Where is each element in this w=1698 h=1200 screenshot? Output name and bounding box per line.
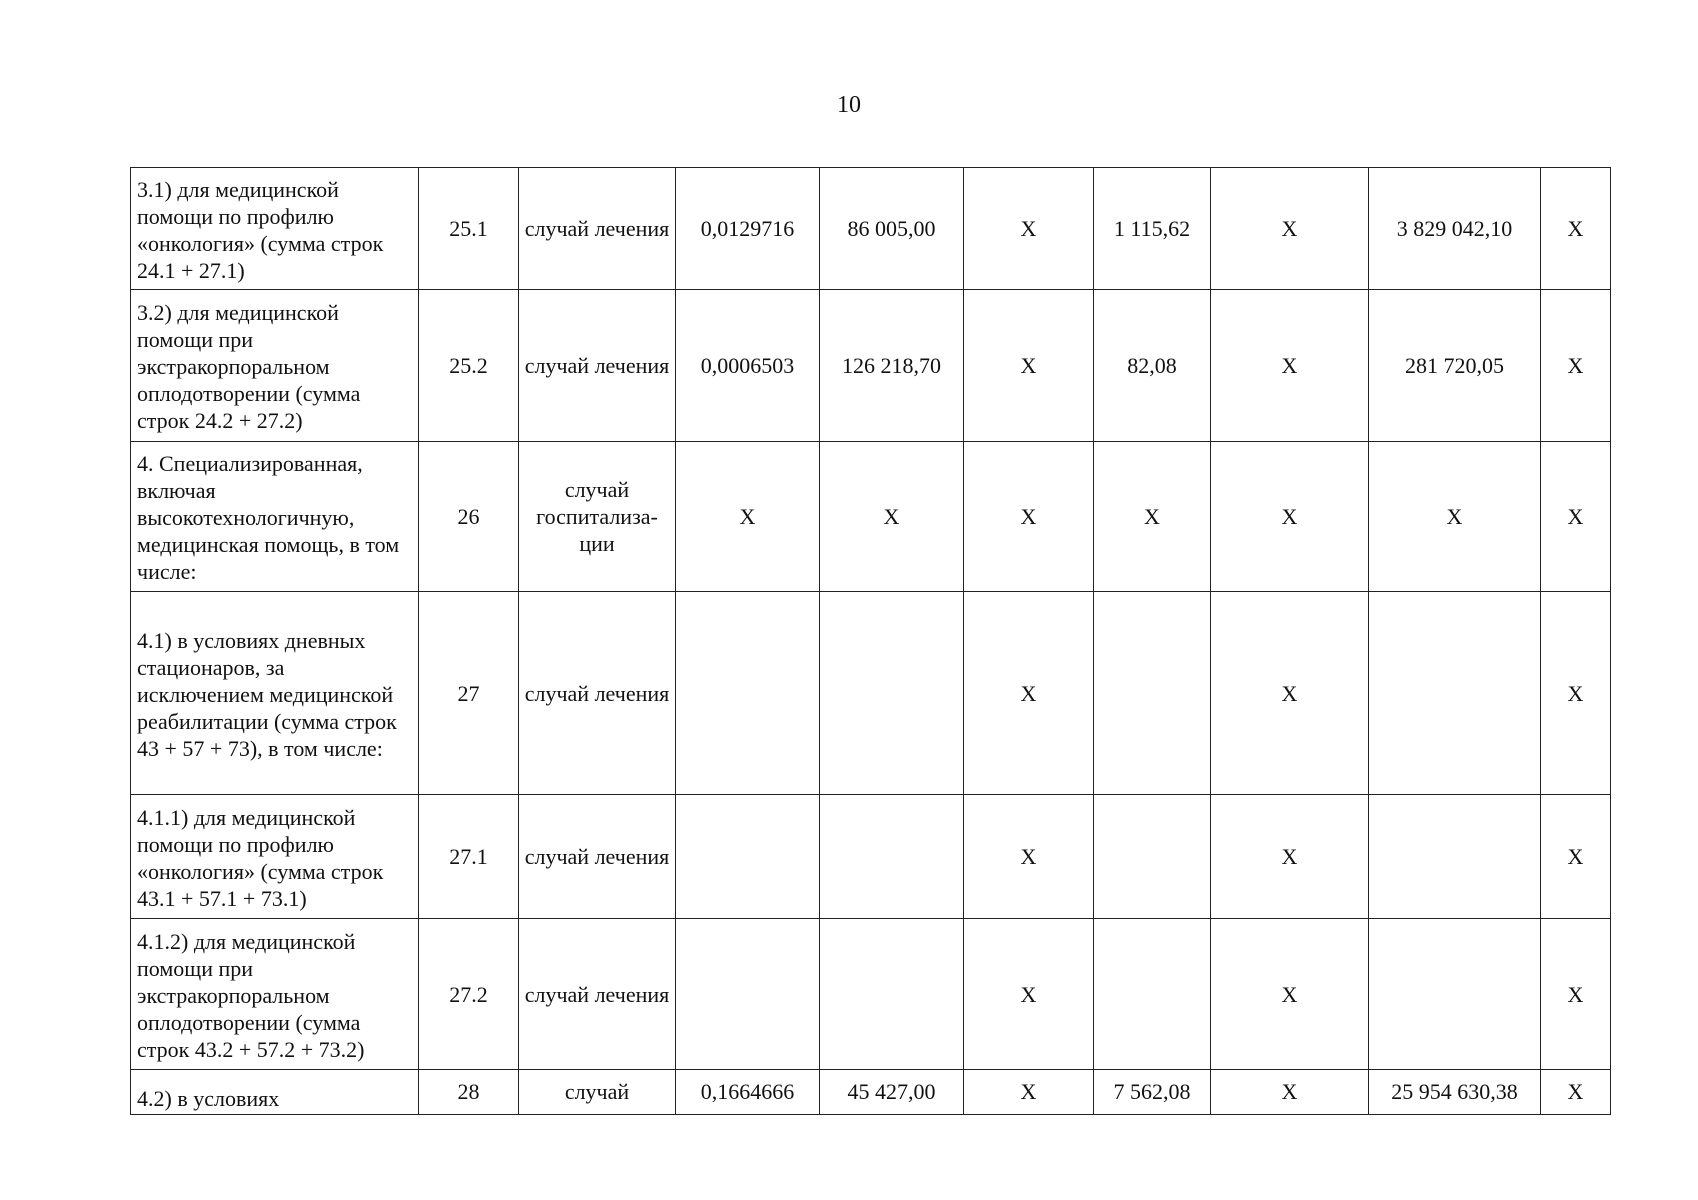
row-name-cell: 4.1.2) для медицинской помощи при экстракорпоральном оплодотворении (сумма строк 43.2 + 57.2 + 73.2) <box>131 919 419 1070</box>
row-value-cell <box>1094 919 1211 1070</box>
row-value-cell: X <box>676 442 820 592</box>
row-value-cell: X <box>1541 795 1611 919</box>
page-number: 10 <box>837 92 861 118</box>
row-value-cell: X <box>1211 592 1369 795</box>
row-code-cell: 26 <box>419 442 519 592</box>
row-unit-cell: случай лечения <box>519 592 676 795</box>
table-row <box>131 168 1611 290</box>
row-value-cell <box>676 919 820 1070</box>
row-value-cell: X <box>1094 442 1211 592</box>
row-value-cell: 281 720,05 <box>1369 290 1541 442</box>
row-value-cell <box>820 919 964 1070</box>
row-unit-cell: случай госпитализа- ции <box>519 442 676 592</box>
row-code-cell: 28 <box>419 1070 519 1115</box>
row-unit-cell: случай лечения <box>519 919 676 1070</box>
row-value-cell: X <box>1211 1070 1369 1115</box>
row-value-cell: X <box>1541 592 1611 795</box>
row-value-cell: 25 954 630,38 <box>1369 1070 1541 1115</box>
row-value-cell: X <box>964 442 1094 592</box>
row-value-cell: X <box>1211 919 1369 1070</box>
row-unit-cell: случай лечения <box>519 168 676 290</box>
row-code-cell: 27.2 <box>419 919 519 1070</box>
row-name-cell: 4.2) в условиях <box>131 1070 419 1115</box>
row-value-cell: 3 829 042,10 <box>1369 168 1541 290</box>
row-value-cell: 0,1664666 <box>676 1070 820 1115</box>
row-value-cell: X <box>1211 290 1369 442</box>
row-code-cell: 27 <box>419 592 519 795</box>
row-value-cell <box>1369 795 1541 919</box>
row-value-cell <box>1369 919 1541 1070</box>
row-name-cell: 4.1.1) для медицинской помощи по профилю «онкология» (сумма строк 43.1 + 57.1 + 73.1) <box>131 795 419 919</box>
table-row <box>131 592 1611 795</box>
row-name-cell: 3.1) для медицинской помощи по профилю «онкология» (сумма строк 24.1 + 27.1) <box>131 168 419 290</box>
table-row <box>131 290 1611 442</box>
row-value-cell <box>676 795 820 919</box>
row-value-cell <box>820 795 964 919</box>
row-value-cell: X <box>964 168 1094 290</box>
financing-table <box>130 167 1611 1115</box>
row-value-cell: 0,0006503 <box>676 290 820 442</box>
row-value-cell <box>676 592 820 795</box>
row-value-cell: X <box>964 1070 1094 1115</box>
row-code-cell: 25.2 <box>419 290 519 442</box>
row-value-cell: X <box>1541 919 1611 1070</box>
row-value-cell: 0,0129716 <box>676 168 820 290</box>
row-value-cell: X <box>1211 168 1369 290</box>
row-value-cell: 126 218,70 <box>820 290 964 442</box>
table-row <box>131 919 1611 1070</box>
row-value-cell <box>1094 795 1211 919</box>
row-value-cell: X <box>1211 795 1369 919</box>
row-value-cell: X <box>1369 442 1541 592</box>
row-name-cell: 4. Специализированная, включая высокотехнологичную, медицинская помощь, в том числе: <box>131 442 419 592</box>
row-value-cell: 45 427,00 <box>820 1070 964 1115</box>
row-value-cell: X <box>964 592 1094 795</box>
row-unit-cell: случай <box>519 1070 676 1115</box>
row-name-cell: 4.1) в условиях дневных стационаров, за исключением медицинской реабилитации (сумма строк 43 + 57 + 73), в том числе: <box>131 592 419 795</box>
row-value-cell: X <box>964 290 1094 442</box>
row-value-cell: X <box>1541 290 1611 442</box>
row-value-cell: X <box>820 442 964 592</box>
row-code-cell: 25.1 <box>419 168 519 290</box>
table-row <box>131 1070 1611 1115</box>
row-code-cell: 27.1 <box>419 795 519 919</box>
row-value-cell: X <box>964 795 1094 919</box>
row-unit-cell: случай лечения <box>519 290 676 442</box>
row-value-cell: X <box>1541 442 1611 592</box>
row-value-cell: 82,08 <box>1094 290 1211 442</box>
row-value-cell: 7 562,08 <box>1094 1070 1211 1115</box>
row-value-cell: 86 005,00 <box>820 168 964 290</box>
row-name-cell: 3.2) для медицинской помощи при экстракорпоральном оплодотворении (сумма строк 24.2 + 27.2) <box>131 290 419 442</box>
row-value-cell: X <box>964 919 1094 1070</box>
row-value-cell: X <box>1211 442 1369 592</box>
row-unit-cell: случай лечения <box>519 795 676 919</box>
row-value-cell: X <box>1541 1070 1611 1115</box>
row-value-cell: 1 115,62 <box>1094 168 1211 290</box>
table-row <box>131 442 1611 592</box>
row-value-cell: X <box>1541 168 1611 290</box>
row-value-cell <box>1094 592 1211 795</box>
row-value-cell <box>1369 592 1541 795</box>
table-row <box>131 795 1611 919</box>
row-value-cell <box>820 592 964 795</box>
